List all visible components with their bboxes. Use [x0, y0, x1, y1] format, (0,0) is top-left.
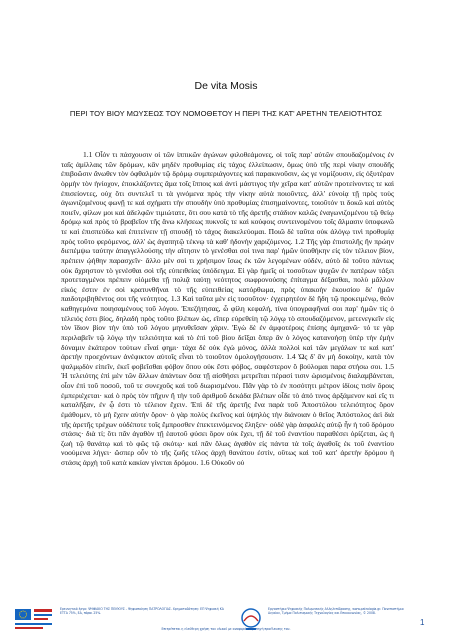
document-heading: ΠΕΡΙ ΤΟΥ ΒΙΟΥ ΜΩΥΣΕΩΣ ΤΟΥ ΝΟΜΟΘΕΤΟΥ Η ΠΕΡΙ ΤΗΣ ΚΑΤ' ΑΡΕΤΗΝ ΤΕΛΕΙΟΤΗΤΟΣ	[69, 109, 383, 118]
document-body-text: 1.1 Οἷόν τι πάσχουσιν οἱ τῶν ἱππικῶν ἀγώνων φιλοθεάμονες, οἱ τοῖς παρ' αὐτῶν σπουδαζομένοις ἐν ταῖς ἁμίλλαις τῶν δρόμων, κἂν μηδὲν προθυμίας εἰς τάχος ἐλλείπωσιν, ὅμως ὑπὸ τῆς περὶ νίκην σπουδῆς ἐπιβοῶσιν ἄνωθεν τὸν ὀφθαλμὸν τῷ δρόμῳ συμπεριάγοντες καὶ παρακινοῦσιν, ὡς γε νομίζουσιν, εἰς ὀξυτέραν ὁρμὴν τὸν ἡνίοχον, ἐποκλάζοντες ἅμα τοῖς ἵπποις καὶ ἀντὶ μάστιγος τὴν χεῖρα κατ' αὐτῶν προτείνοντες τε καὶ ἐπισείοντες, οὐχ ὅτι συντελεῖ τι τὰ γινόμενα πρὸς τὴν νίκην αὐτὰ ποιοῦντες, ἀλλ' εὐνοίᾳ τῇ πρὸς τοὺς ἀγωνιζομένους φωνῇ τε καὶ σχήματι τὴν σπουδὴν ὑπὸ προθυμίας ἐπισημαίνοντες, τοιοῦτόν τι δοκῶ καὶ αὐτὸς ποιεῖν, φίλων μοι καὶ ἀδελφῶν τιμιώτατε, ὅτι σου κατὰ τὸ τῆς ἀρετῆς στάδιον καλῶς ἐναγωνιζομένου τῷ θείῳ δρόμῳ καὶ πρὸς τὸ βραβεῖον τῆς ἄνω κλήσεως πυκνοῖς τε καὶ κούφοις συντεινομένου τοῖς ἅλμασιν ὑποφωνῶ τε καὶ ἐπισπεύδω καὶ ἐπιτείνειν τῇ σπουδῇ τὸ τάχος διακελεύομαι. Ποιῶ δὲ ταῦτα οὐκ ἀλόγῳ τινὶ προθυμίᾳ πρὸς τοῦτο φερόμενος, ἀλλ' ὡς ἀγαπητῷ τέκνῳ τὰ καθ' ἡδονὴν χαριζόμενος. 1.2 Τῆς γὰρ ἐπιστολῆς ἣν πρώην διεπέμψω ταύτην ἀπαγγελλούσης τὴν αἴτησιν τὸ γενέσθαι σοί τινα παρ' ἡμῶν ὑποθήκην εἰς τὸν τέλειον βίον, πρέπειν ᾠήθην παρασχεῖν· ἄλλο μὲν σοὶ τι χρήσιμον ἴσως ἐκ τῶν λεγομένων οὐδέν, αὐτὸ δὲ τοῦτο πάντως οὐκ ἄχρηστον τὸ γενέσθαι σοὶ τῆς εὐπειθείας ὑπόδειγμα. Εἰ γὰρ ἡμεῖς οἱ τοσοῦτων ψυχῶν ἐν πατέρων τάξει προτεταγμένοι πρέπειν οἰόμεθα τῇ πολιᾷ ταύτῃ νεότητος σωφρονούσης ἐπίταγμα δέξασθαι, πολὺ μᾶλλον εἰκός ἐστιν ἐν σοὶ κρατυνθῆναι τὸ τῆς εὐπειθείας κατόρθωμα, πρὸς ὑπακοὴν ἑκουσίου δι' ἡμῶν παιδοτριβηθέντος σοι τῆς νεότητος. 1.3 Καὶ ταῦτα μὲν εἰς τοσοῦτον· ἐγχειρητέον δὲ ἤδη τῷ προκειμένῳ, θεὸν καθηγεμόνα ποιησαμένους τοῦ λόγου. Ἐπεζήτησας, ὦ φίλη κεφαλή, τίνα ὑπογραφῆναί σοι παρ' ἡμῶν τίς ὁ τέλειός ἐστι βίος, δηλαδὴ πρὸς τοῦτο βλέπων ὡς, εἴπερ εὑρεθείη τῷ λόγῳ τὸ σπουδαζόμενον, μετενεγκεῖν εἰς τὸν ἴδιον βίον τὴν ὑπὸ τοῦ λόγου μηνυθεῖσαν χάριν. Ἐγὼ δὲ ἐν ἀμφοτέροις ἐπίσης ἀμηχανῶ· τό τε γὰρ περιλαβεῖν τῷ λόγῳ τὴν τελειότητα καὶ τὸ ἐπὶ τοῦ βίου δεῖξαι ὅπερ ἂν ὁ λόγος κατανοήσῃ ὑπὲρ τὴν ἐμὴν δύναμιν ἑκάτερον τούτων εἶναί φημι· τάχα δὲ οὐκ ἐγὼ μόνος, ἀλλὰ πολλοὶ καὶ τῶν μεγάλων τε καὶ κατ' ἀρετὴν προεχόντων ἀνέφικτον αὐτοῖς εἶναι τὸ τοιοῦτον ὁμολογήσουσιν. 1.4 Ὡς δ' ἂν μὴ δοκοίην, κατὰ τὸν ψαλμῳδὸν εἰπεῖν, ἐκεῖ φοβεῖσθαι φόβον ὅπου οὐκ ἔστι φόβος, σαφέστερον ὃ βούλομαι παρα στήσω σοι. 1.5 Ἡ τελειότης ἐπὶ μὲν τῶν ἄλλων ἁπάντων ὅσα τῇ αἰσθήσει μετρεῖται πέρασί τισιν ὡρισμένοις διαλαμβάνεται, οἷον ἐπὶ τοῦ ποσοῦ, τοῦ τε συνεχοῦς καὶ τοῦ διωρισμένου. Πᾶν γὰρ τὸ ἐν ποσότητι μέτρον ἰδίοις τισὶν ὅροις ἐμπεριέχεται· καὶ ὁ πρὸς τὸν πῆχυν ἢ τὴν τοῦ ἀριθμοῦ δεκάδα βλέπων οἶδε τὸ ἀπό τινος ἀρξάμενον καὶ εἴς τι καταλῆξαν, ἐν ᾧ ἐστι τὸ τέλειον ἔχειν. Ἐπὶ δὲ τῆς ἀρετῆς ἕνα παρὰ τοῦ Ἀποστόλου τελειότητος ὅρον ἐμάθομεν, τὸ μὴ ἔχειν αὐτὴν ὅρον· ὁ γὰρ πολὺς ἐκεῖνος καὶ ὑψηλὸς τὴν διάνοιαν ὁ θεῖος Ἀπόστολος ἀεὶ διὰ τῆς ἀρετῆς τρέχων οὐδέποτε τοῖς ἔμπροσθεν ἐπεκτεινόμενος ἔληξεν· οὐδὲ γὰρ ἀσφαλὲς αὐτῷ ἦν ἡ τοῦ δρόμου στάσις· διὰ τί; ὅτι πᾶν ἀγαθὸν τῇ ἑαυτοῦ φύσει ὅρον οὐκ ἔχει, τῇ δὲ τοῦ ἐναντίου παραθέσει ὁρίζεται, ὡς ἡ ζωὴ τῷ θανάτῳ καὶ τὸ φῶς τῷ σκότῳ· καὶ πᾶν ὅλως ἀγαθὸν εἰς πάντα τὰ τοῖς ἀγαθοῖς ἐκ τοῦ ἐναντίου νοούμενα λήγει· ὥσπερ οὖν τὸ τῆς ζωῆς τέλος ἀρχὴ θανάτου ἐστίν, οὕτως καὶ τοῦ κατ' ἀρετὴν δρόμου ἡ στάσις ἀρχὴ τοῦ κατὰ κακίαν γίνεται δρόμου. 1.6 Οὐκοῦν οὐ	[61, 150, 394, 467]
eu-flag-logo	[12, 606, 56, 632]
footer-lab-text: Εργαστήριο Ψηφιακής Πολυμεσικής Αλληλεπίδρασης, www.patrologia.gr. Πανεπιστήμιο Αιγαίου, Τμήμα Πολιτισμικής Τεχνολογίας και Επικοινωνίας, © 2008.	[268, 607, 404, 616]
footer-license-text: Επιτρέπεται η ελεύθερη χρήση του υλικού με αναφορά στην πηγή προέλευσης του.	[161, 627, 291, 631]
document-title: De vita Mosis	[194, 80, 258, 92]
footer-funding-text: Ερευνητικό έργο: ΨΗΦΙΑΚΟ ΤΗΣ ΠΕΙΘΟΥΣ - Ψηφιοποίηση ΠΑΤΡΟΛΟΓΙΑΣ. Χρηματοδότηση: ΕΠ Ψηφιακή ΚΑ ΕΤΤΑ 75%, ΕΔ, πόροι 25%.	[60, 607, 224, 616]
page-number: 1	[420, 618, 425, 627]
